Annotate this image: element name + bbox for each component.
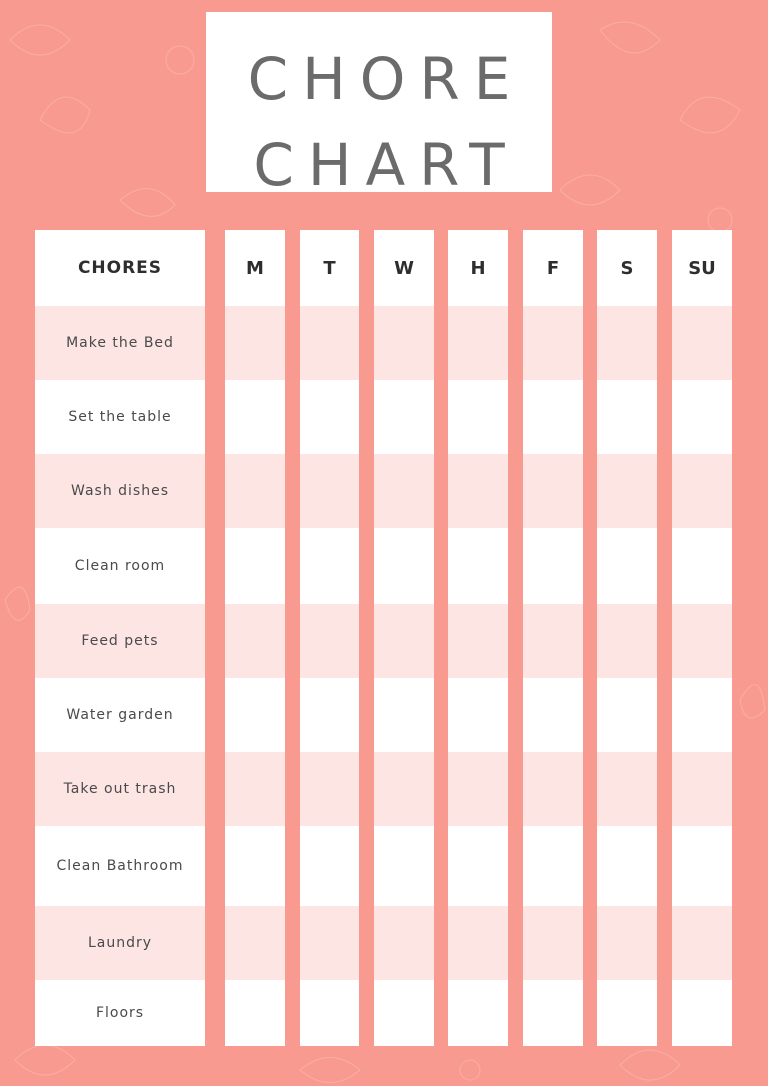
check-cell[interactable] bbox=[374, 980, 434, 1046]
chore-label: Floors bbox=[95, 1005, 145, 1021]
check-cell[interactable] bbox=[448, 906, 508, 980]
check-cell[interactable] bbox=[300, 752, 359, 826]
chore-label: Water garden bbox=[66, 707, 174, 723]
check-cell[interactable] bbox=[672, 528, 732, 604]
check-cell[interactable] bbox=[672, 306, 732, 380]
check-cell[interactable] bbox=[300, 380, 359, 454]
chore-label: Make the Bed bbox=[35, 306, 205, 380]
check-cell[interactable] bbox=[374, 528, 434, 604]
day-header: SU bbox=[688, 257, 716, 279]
check-cell[interactable] bbox=[597, 306, 657, 380]
check-cell[interactable] bbox=[374, 678, 434, 752]
title-card bbox=[206, 12, 552, 199]
chores-header: CHORES bbox=[77, 258, 163, 278]
title-line-1: CHORE bbox=[247, 45, 525, 113]
check-cell[interactable] bbox=[225, 604, 285, 678]
check-cell[interactable] bbox=[225, 454, 285, 528]
check-cell[interactable] bbox=[374, 906, 434, 980]
day-header: W bbox=[394, 257, 414, 279]
check-cell[interactable] bbox=[597, 528, 657, 604]
day-header: S bbox=[620, 257, 634, 279]
check-cell[interactable] bbox=[597, 380, 657, 454]
check-cell[interactable] bbox=[300, 678, 359, 752]
check-cell[interactable] bbox=[597, 678, 657, 752]
day-column-tuesday bbox=[300, 230, 359, 1046]
check-cell[interactable] bbox=[448, 604, 508, 678]
check-cell[interactable] bbox=[597, 752, 657, 826]
check-cell[interactable] bbox=[523, 528, 583, 604]
check-cell[interactable] bbox=[374, 306, 434, 380]
day-header: H bbox=[470, 257, 486, 279]
check-cell[interactable] bbox=[374, 454, 434, 528]
check-cell[interactable] bbox=[448, 980, 508, 1046]
chore-label: Wash dishes bbox=[35, 454, 205, 528]
check-cell[interactable] bbox=[225, 678, 285, 752]
day-column-wednesday bbox=[374, 230, 434, 1046]
check-cell[interactable] bbox=[300, 826, 359, 906]
day-column-saturday bbox=[597, 230, 657, 1046]
chores-column bbox=[35, 230, 205, 1046]
check-cell[interactable] bbox=[523, 752, 583, 826]
check-cell[interactable] bbox=[448, 752, 508, 826]
check-cell[interactable] bbox=[225, 528, 285, 604]
check-cell[interactable] bbox=[300, 306, 359, 380]
check-cell[interactable] bbox=[672, 380, 732, 454]
day-column-sunday bbox=[672, 230, 732, 1046]
check-cell[interactable] bbox=[448, 380, 508, 454]
check-cell[interactable] bbox=[448, 306, 508, 380]
check-cell[interactable] bbox=[448, 678, 508, 752]
check-cell[interactable] bbox=[448, 528, 508, 604]
check-cell[interactable] bbox=[597, 454, 657, 528]
check-cell[interactable] bbox=[523, 604, 583, 678]
chore-label: Laundry bbox=[35, 906, 205, 980]
check-cell[interactable] bbox=[225, 826, 285, 906]
check-cell[interactable] bbox=[300, 604, 359, 678]
day-column-monday bbox=[225, 230, 285, 1046]
check-cell[interactable] bbox=[523, 826, 583, 906]
check-cell[interactable] bbox=[374, 380, 434, 454]
check-cell[interactable] bbox=[374, 826, 434, 906]
check-cell[interactable] bbox=[672, 604, 732, 678]
check-cell[interactable] bbox=[374, 604, 434, 678]
check-cell[interactable] bbox=[300, 528, 359, 604]
check-cell[interactable] bbox=[523, 906, 583, 980]
day-column-friday bbox=[523, 230, 583, 1046]
title-line-2: CHART bbox=[253, 131, 519, 199]
check-cell[interactable] bbox=[597, 980, 657, 1046]
chore-label: Take out trash bbox=[35, 752, 205, 826]
check-cell[interactable] bbox=[672, 454, 732, 528]
check-cell[interactable] bbox=[225, 752, 285, 826]
check-cell[interactable] bbox=[523, 306, 583, 380]
check-cell[interactable] bbox=[597, 604, 657, 678]
check-cell[interactable] bbox=[448, 826, 508, 906]
chore-label: Clean room bbox=[74, 558, 166, 574]
check-cell[interactable] bbox=[523, 380, 583, 454]
check-cell[interactable] bbox=[672, 752, 732, 826]
check-cell[interactable] bbox=[672, 980, 732, 1046]
day-column-thursday bbox=[448, 230, 508, 1046]
check-cell[interactable] bbox=[225, 380, 285, 454]
check-cell[interactable] bbox=[374, 752, 434, 826]
day-header: M bbox=[246, 257, 264, 279]
check-cell[interactable] bbox=[672, 826, 732, 906]
check-cell[interactable] bbox=[300, 454, 359, 528]
check-cell[interactable] bbox=[225, 980, 285, 1046]
check-cell[interactable] bbox=[300, 906, 359, 980]
check-cell[interactable] bbox=[448, 454, 508, 528]
check-cell[interactable] bbox=[523, 454, 583, 528]
check-cell[interactable] bbox=[225, 306, 285, 380]
check-cell[interactable] bbox=[523, 678, 583, 752]
chore-label: Feed pets bbox=[35, 604, 205, 678]
check-cell[interactable] bbox=[672, 906, 732, 980]
check-cell[interactable] bbox=[597, 906, 657, 980]
chore-label: Clean Bathroom bbox=[56, 858, 184, 874]
chore-label: Set the table bbox=[68, 409, 172, 425]
check-cell[interactable] bbox=[672, 678, 732, 752]
check-cell[interactable] bbox=[225, 906, 285, 980]
day-header: T bbox=[323, 257, 336, 279]
check-cell[interactable] bbox=[300, 980, 359, 1046]
check-cell[interactable] bbox=[597, 826, 657, 906]
day-header: F bbox=[546, 257, 560, 279]
check-cell[interactable] bbox=[523, 980, 583, 1046]
